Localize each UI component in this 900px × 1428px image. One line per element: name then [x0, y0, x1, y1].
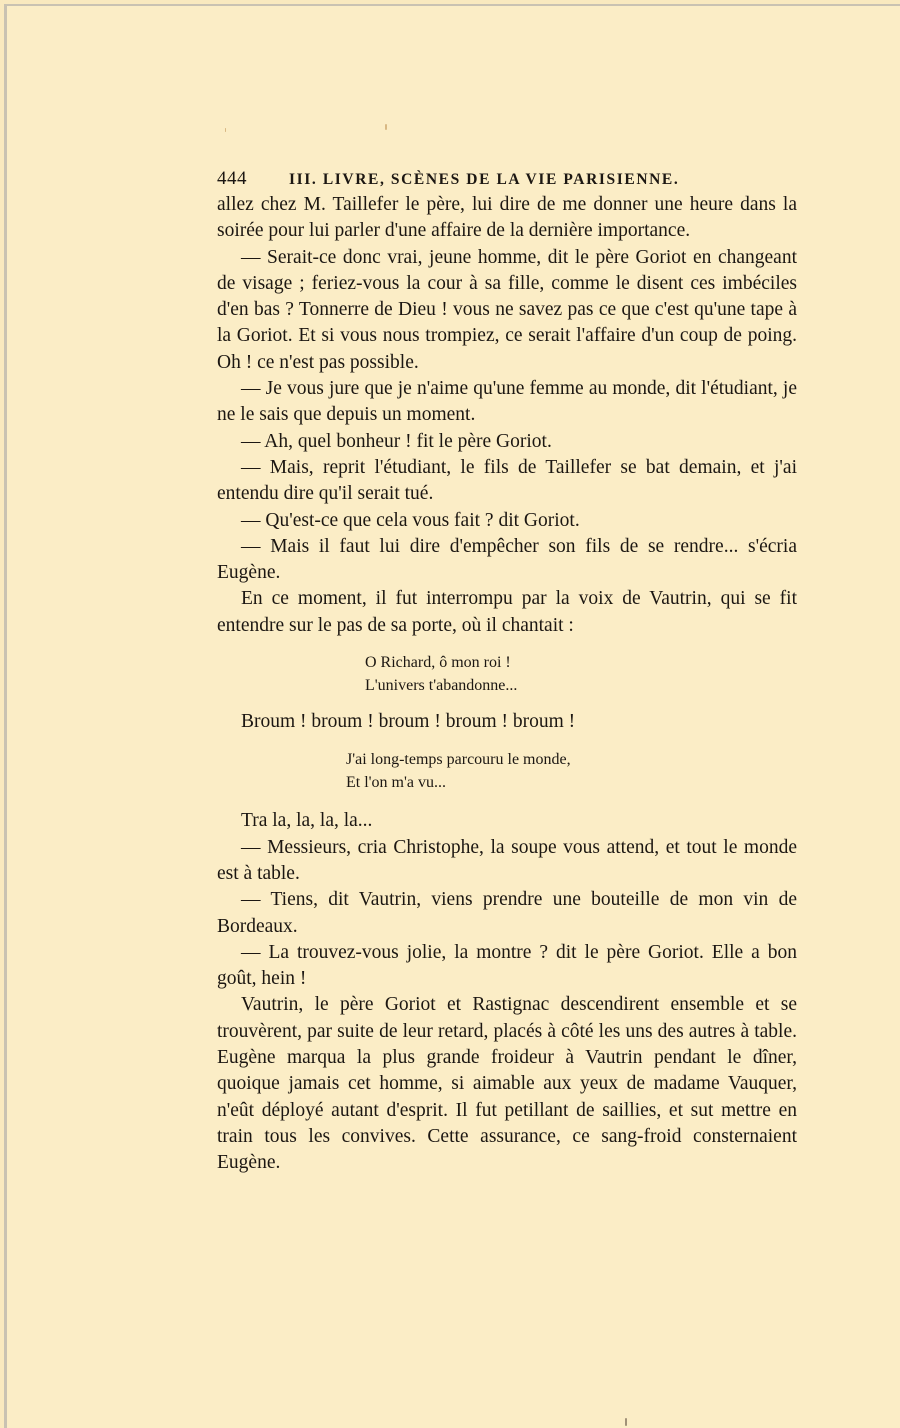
paragraph: — Ah, quel bonheur ! fit le père Goriot. — [241, 430, 552, 452]
text-column — [217, 166, 797, 1177]
paragraph: — Je vous jure que je n'aime qu'une femme au monde, dit l'étudiant, je ne le sais que depuis un moment. — [217, 378, 797, 426]
paper-speck — [225, 128, 226, 132]
running-head-title: III. LIVRE, SCÈNES DE LA VIE PARISIENNE. — [289, 171, 680, 188]
book-page — [4, 4, 900, 1428]
paragraph: Vautrin, le père Goriot et Rastignac descendirent ensemble et se trouvèrent, par suite de leur retard, placés à côté les uns des autres à table. Eugène marqua la plus grande froideur à Vautrin pendant le dîner, quoique jamais cet homme, si aimable aux yeux de madame Vauquer, n'eût déployé autant d'esprit. Il fut petillant de saillies, et sut mettre en train tous les convives. Cette assurance, ce sang-froid consternaient Eugène. — [217, 994, 797, 1174]
verse-line: L'univers t'abandonne... — [365, 676, 518, 694]
song-verse — [346, 749, 797, 794]
paragraph: — Serait-ce donc vrai, jeune homme, dit le père Goriot en changeant de visage ; feriez-vous la cour à sa fille, comme le disent ces imbéciles d'en bas ? Tonnerre de Dieu ! vous ne savez pas ce que c'est qu'une tape à la Goriot. Et si vous nous trompiez, ce serait l'affaire d'un coup de poing. Oh ! ce n'est pas possible. — [217, 246, 797, 373]
paragraph: Tra la, la, la, la... — [241, 810, 373, 832]
paragraph: — Qu'est-ce que cela vous fait ? dit Goriot. — [241, 509, 580, 531]
paragraph: — Mais, reprit l'étudiant, le fils de Taillefer se bat demain, et j'ai entendu dire qu'il serait tué. — [217, 456, 797, 505]
paragraph: — Mais il faut lui dire d'empêcher son fils de se rendre... s'écria Eugène. — [217, 535, 797, 584]
verse-line: J'ai long-temps parcouru le monde, — [346, 751, 571, 769]
song-verse — [365, 652, 797, 697]
verse-line: O Richard, ô mon roi ! — [365, 654, 511, 672]
song-refrain: Broum ! broum ! broum ! broum ! broum ! — [241, 711, 576, 733]
paragraph: — Tiens, dit Vautrin, viens prendre une bouteille de mon vin de Bordeaux. — [217, 889, 797, 937]
paragraph: — La trouvez-vous jolie, la montre ? dit le père Goriot. Elle a bon goût, hein ! — [217, 941, 797, 990]
paper-speck — [625, 1418, 627, 1426]
page-number: 444 — [217, 168, 247, 189]
paragraph: allez chez M. Taillefer le père, lui dire de me donner une heure dans la soirée pour lui parler d'une affaire de la dernière importance. — [217, 194, 797, 242]
running-head — [217, 166, 797, 192]
verse-line: Et l'on m'a vu... — [346, 773, 446, 791]
paragraph: — Messieurs, cria Christophe, la soupe vous attend, et tout le monde est à table. — [217, 836, 797, 884]
paragraph: En ce moment, il fut interrompu par la voix de Vautrin, qui se fit entendre sur le pas de sa porte, où il chantait : — [217, 588, 797, 636]
paper-speck — [385, 124, 387, 130]
